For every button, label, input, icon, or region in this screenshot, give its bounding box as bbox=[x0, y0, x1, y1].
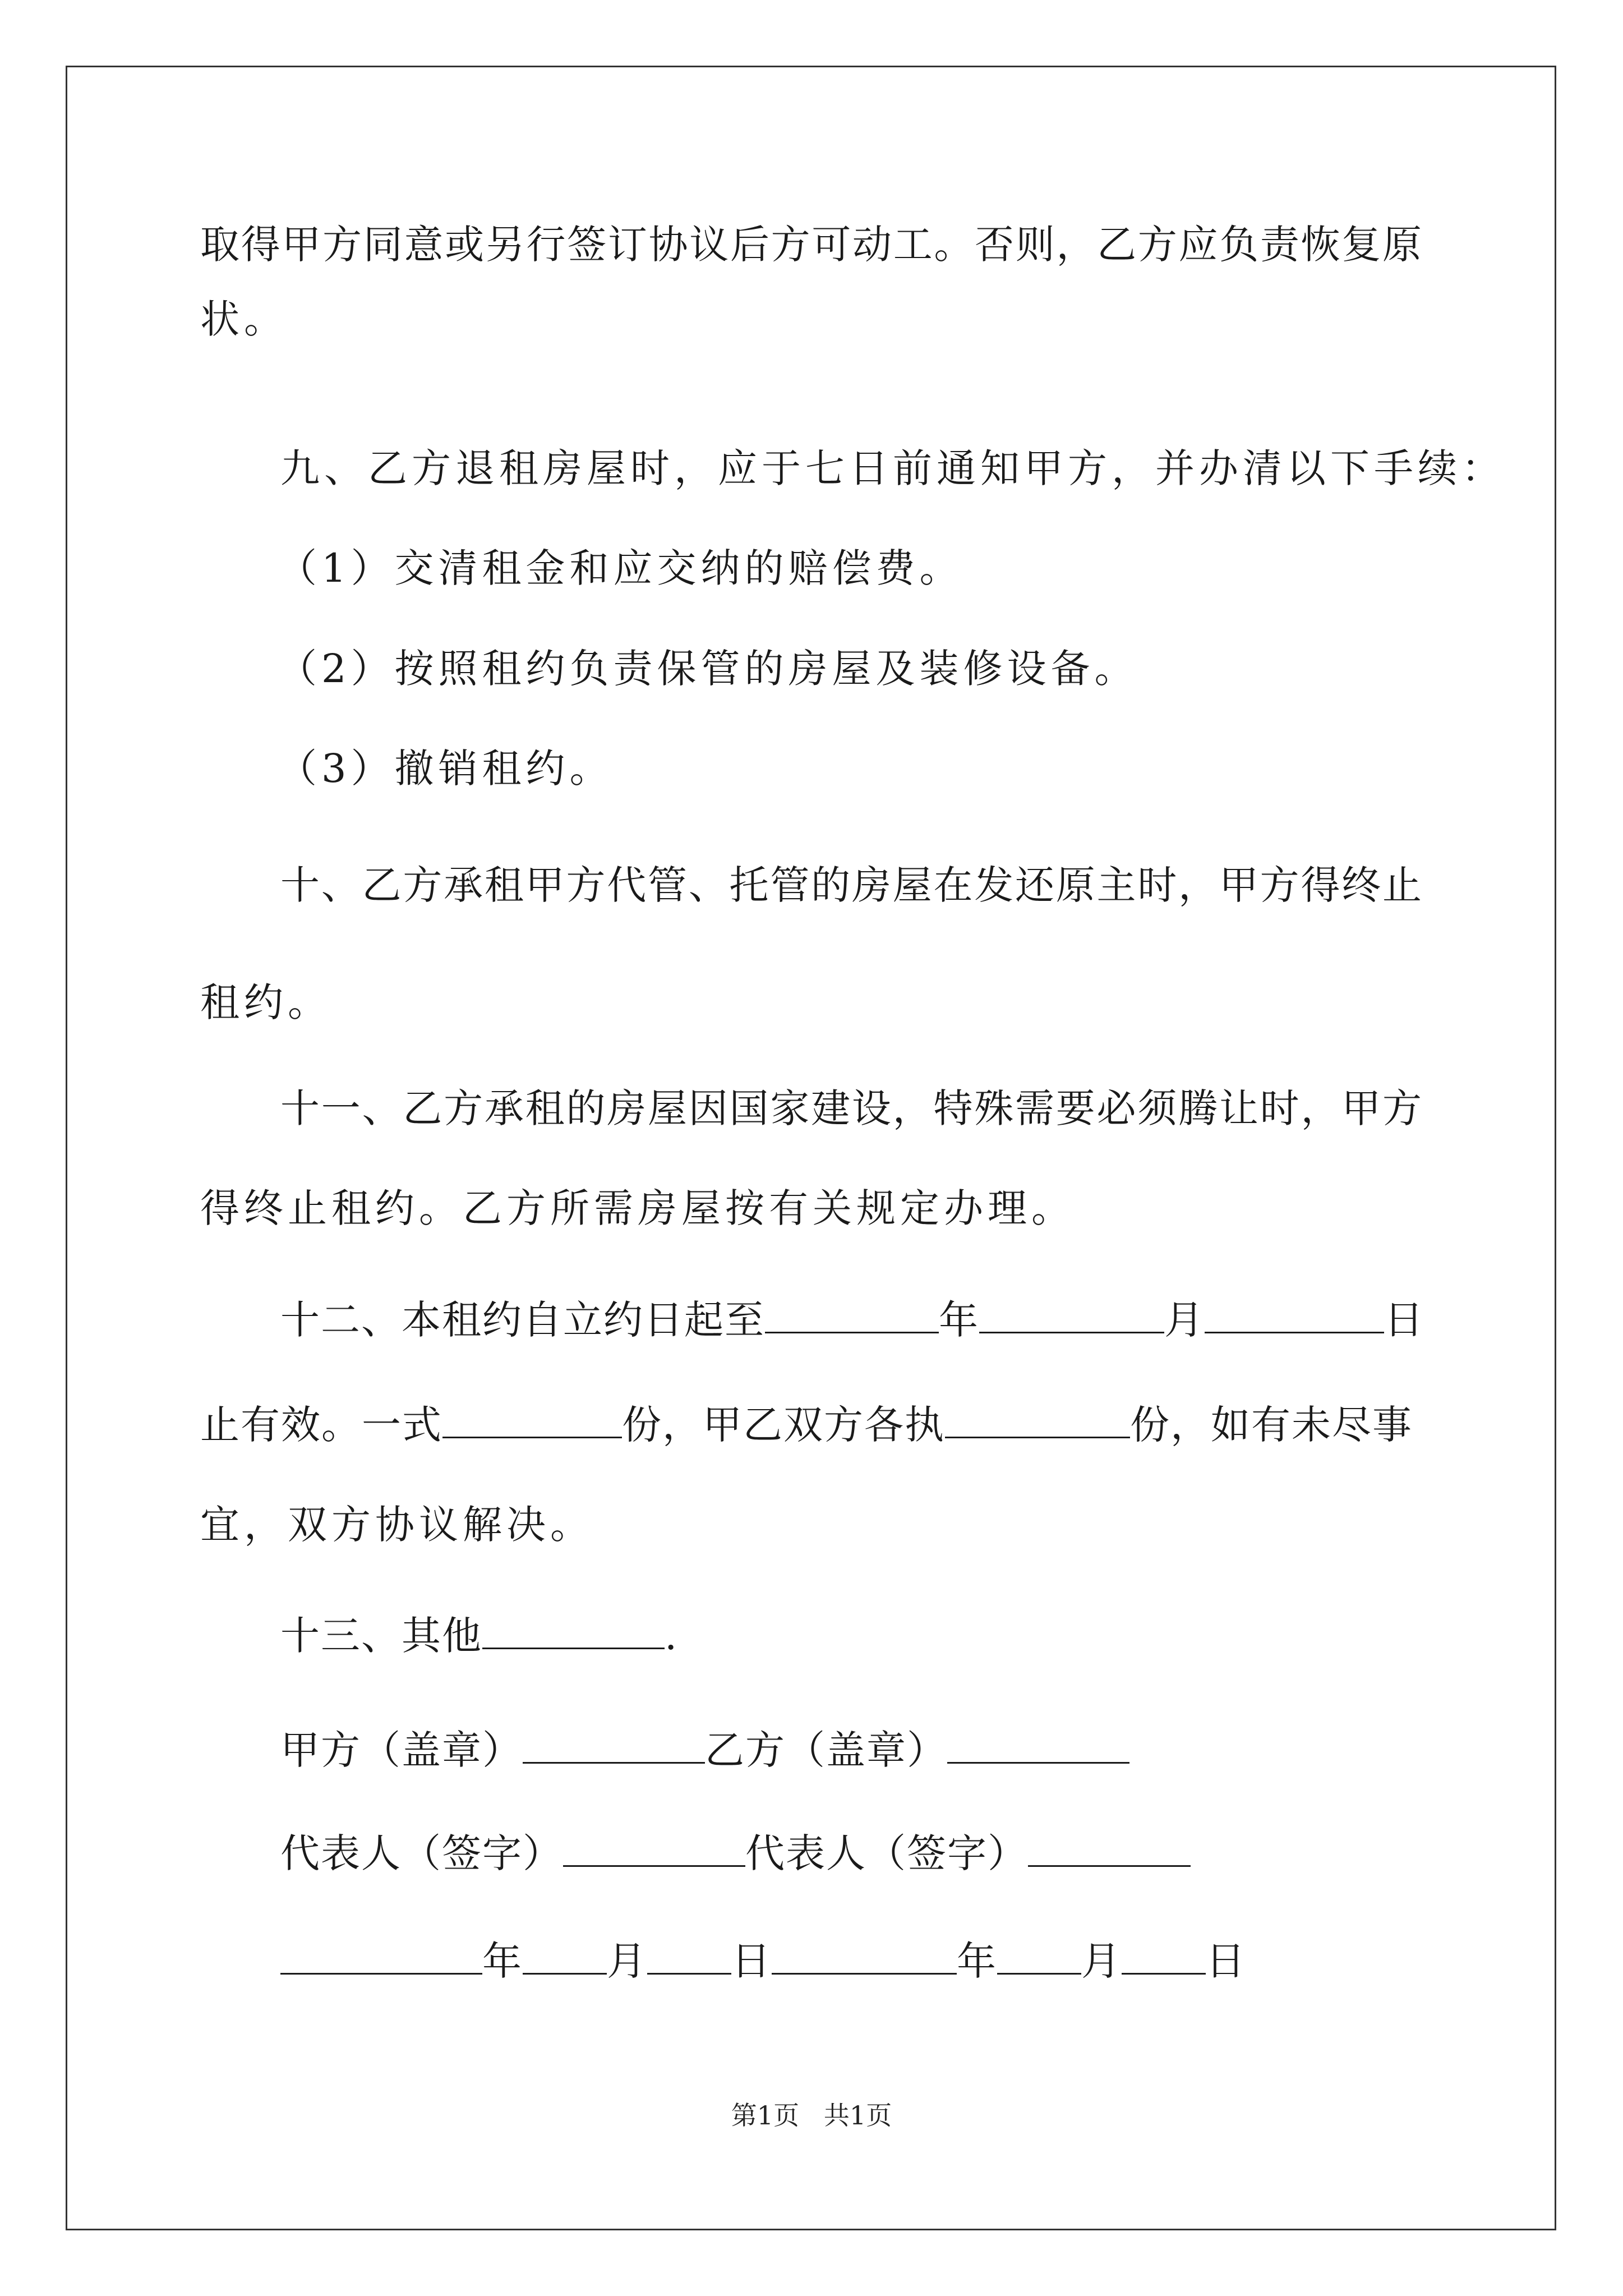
day-blank[interactable] bbox=[1205, 1297, 1384, 1333]
clause-9: 九、乙方退租房屋时，应于七日前通知甲方，并办清以下手续： bbox=[280, 445, 1505, 491]
date-b-year: 年 bbox=[957, 1938, 997, 1984]
clause-10-line-1: 十、乙方承租甲方代管、托管的房屋在发还原主时，甲方得终止 bbox=[280, 862, 1422, 908]
date-b-year-blank[interactable] bbox=[772, 1938, 957, 1975]
date-a-month: 月 bbox=[607, 1938, 647, 1984]
date-a-day: 日 bbox=[731, 1938, 772, 1984]
date-a-year-blank[interactable] bbox=[280, 1938, 482, 1975]
party-a-seal-blank[interactable] bbox=[523, 1727, 705, 1764]
copies-blank[interactable] bbox=[442, 1402, 622, 1438]
clause-12-text-d: 日 bbox=[1384, 1297, 1424, 1343]
clause-12-line-3: 宜，双方协议解决。 bbox=[200, 1502, 594, 1548]
date-line bbox=[280, 1938, 1246, 1984]
clause-13-end: . bbox=[665, 1613, 679, 1659]
year-blank[interactable] bbox=[765, 1297, 939, 1333]
party-b-seal-label: 乙方（盖章） bbox=[705, 1727, 947, 1773]
rep-a-blank[interactable] bbox=[563, 1830, 745, 1867]
clause-12-text-c: 月 bbox=[1164, 1297, 1205, 1343]
copies-each-blank[interactable] bbox=[945, 1402, 1130, 1438]
date-b-day: 日 bbox=[1206, 1938, 1246, 1984]
clause-12-text-g: 份，如有未尽事 bbox=[1130, 1402, 1413, 1448]
clause-11-line-1: 十一、乙方承租的房屋因国家建设，特殊需要必须腾让时，甲方 bbox=[280, 1085, 1422, 1131]
clause-9-item-1: （1）交清租金和应交纳的赔偿费。 bbox=[278, 545, 963, 591]
clause-9-item-3: （3）撤销租约。 bbox=[278, 746, 614, 792]
date-a-day-blank[interactable] bbox=[647, 1938, 731, 1975]
date-b-day-blank[interactable] bbox=[1122, 1938, 1206, 1975]
party-a-seal-label: 甲方（盖章） bbox=[280, 1727, 523, 1773]
representative-line bbox=[280, 1830, 1191, 1876]
other-terms-blank[interactable] bbox=[482, 1613, 665, 1649]
date-a-year: 年 bbox=[482, 1938, 523, 1984]
date-a-month-blank[interactable] bbox=[523, 1938, 607, 1975]
clause-11-line-2: 得终止租约。乙方所需房屋按有关规定办理。 bbox=[200, 1185, 1075, 1231]
clause-9-item-2: （2）按照租约负责保管的房屋及装修设备。 bbox=[278, 646, 1138, 692]
clause-12-text-b: 年 bbox=[939, 1297, 979, 1343]
paragraph-line-2: 状。 bbox=[200, 296, 288, 342]
clause-10-line-2: 租约。 bbox=[200, 979, 331, 1025]
page-border bbox=[66, 66, 1556, 2230]
party-b-seal-blank[interactable] bbox=[947, 1727, 1129, 1764]
clause-12-line-1 bbox=[280, 1297, 1424, 1343]
seal-line bbox=[280, 1727, 1129, 1773]
rep-b-blank[interactable] bbox=[1028, 1830, 1191, 1867]
page-footer: 第1页 共1页 bbox=[731, 2100, 892, 2131]
clause-12-text-a: 十二、本租约自立约日起至 bbox=[280, 1297, 765, 1343]
paragraph-line-1: 取得甲方同意或另行签订协议后方可动工。否则，乙方应负责恢复原 bbox=[200, 222, 1422, 268]
month-blank[interactable] bbox=[979, 1297, 1164, 1333]
clause-12-text-e: 止有效。一式 bbox=[200, 1402, 442, 1448]
rep-b-label: 代表人（签字） bbox=[745, 1830, 1028, 1876]
date-b-month: 月 bbox=[1081, 1938, 1122, 1984]
clause-12-line-2 bbox=[200, 1402, 1413, 1448]
clause-12-text-f: 份，甲乙双方各执 bbox=[622, 1402, 945, 1448]
date-b-month-blank[interactable] bbox=[997, 1938, 1081, 1975]
clause-13-label: 十三、其他 bbox=[280, 1613, 482, 1659]
clause-13 bbox=[280, 1613, 679, 1659]
rep-a-label: 代表人（签字） bbox=[280, 1830, 563, 1876]
